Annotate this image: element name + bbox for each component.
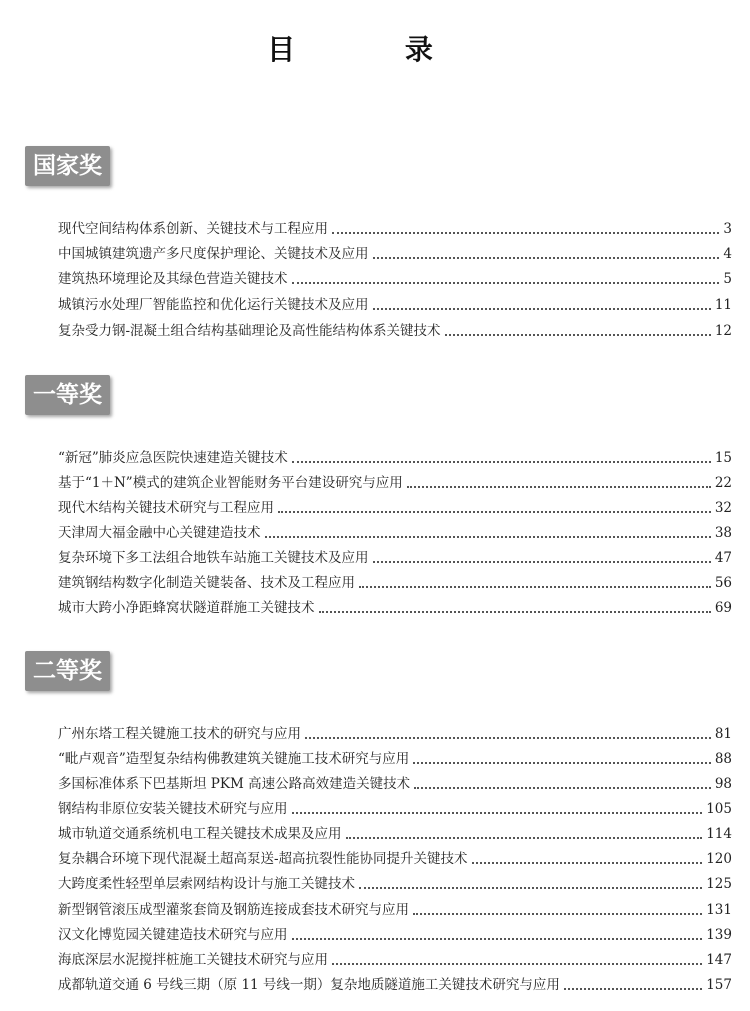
toc-entry-title: 城镇污水处理厂智能监控和优化运行关键技术及应用 [58,297,369,313]
toc-entry-title: 现代木结构关键技术研究与工程应用 [58,500,274,516]
toc-entry-page: 131 [706,902,732,918]
leader-dots [278,511,711,513]
toc-entry-title: 基于“1＋N”模式的建筑企业智能财务平台建设研究与应用 [58,475,403,491]
toc-entry-title: “毗卢观音”造型复杂结构佛教建筑关键施工技术研究与应用 [58,751,410,767]
toc-entry-title: 现代空间结构体系创新、关键技术与工程应用 [58,221,328,237]
toc-entry-page: 3 [723,221,732,237]
toc-entry[interactable] [58,268,732,290]
leader-dots [346,837,703,839]
toc-entry-title: 城市轨道交通系统机电工程关键技术成果及应用 [58,826,342,842]
toc-entry[interactable] [58,597,732,619]
toc-entry[interactable] [58,472,732,494]
toc-entry-page: 32 [714,500,732,516]
leader-dots [319,611,711,613]
toc-entry-page: 69 [714,600,732,616]
toc-entry-page: 120 [706,851,732,867]
leader-dots [373,308,711,310]
toc-entry-title: 海底深层水泥搅拌桩施工关键技术研究与应用 [58,952,328,968]
toc-entry[interactable] [58,924,732,946]
leader-dots [407,486,711,488]
leader-dots [445,334,711,336]
toc-entry-page: 38 [714,525,732,541]
section-badge-national-award: 国家奖 [25,146,110,186]
toc-entry-page: 114 [706,826,732,842]
toc-entry-title: 钢结构非原位安装关键技术研究与应用 [58,801,288,817]
toc-entry-page: 12 [714,323,732,339]
leader-dots [413,762,711,764]
section-badge-first-prize: 一等奖 [25,375,110,415]
toc-entry-title: 中国城镇建筑遗产多尺度保护理论、关键技术及应用 [58,246,369,262]
toc-entry[interactable] [58,899,732,921]
toc-entry[interactable] [58,447,732,469]
leader-dots [305,737,711,739]
leader-dots [373,257,720,259]
toc-entry-page: 4 [723,246,732,262]
toc-entry-title: 复杂受力钢-混凝土组合结构基础理论及高性能结构体系关键技术 [58,323,441,339]
toc-entry-title: 广州东塔工程关键施工技术的研究与应用 [58,726,301,742]
toc-entry[interactable] [58,243,732,265]
toc-entry-title: 新型钢管滚压成型灌浆套筒及钢筋连接成套技术研究与应用 [58,902,409,918]
toc-entry[interactable] [58,848,732,870]
toc-entry-title: 建筑热环境理论及其绿色营造关键技术 [58,271,288,287]
toc-entry-page: 147 [706,952,732,968]
toc-entry-title: “新冠”肺炎应急医院快速建造关键技术 [58,450,288,466]
leader-dots [413,913,702,915]
leader-dots [292,461,711,463]
toc-entry-page: 139 [706,927,732,943]
toc-entry[interactable] [58,823,732,845]
toc-entry[interactable] [58,773,732,795]
toc-entry[interactable] [58,798,732,820]
toc-entry-title: 大跨度柔性轻型单层索网结构设计与施工关键技术 [58,876,355,892]
toc-entry-title: 成都轨道交通 6 号线三期（原 11 号线一期）复杂地质隧道施工关键技术研究与应用 [58,977,560,993]
toc-entry[interactable] [58,218,732,240]
toc-entry[interactable] [58,294,732,316]
leader-dots [265,536,711,538]
toc-entry[interactable] [58,497,732,519]
toc-entry-page: 125 [706,876,732,892]
toc-entry-title: 城市大跨小净距蜂窝状隧道群施工关键技术 [58,600,315,616]
toc-entry-page: 47 [714,550,732,566]
toc-entry[interactable] [58,974,732,996]
toc-entry-page: 157 [706,977,732,993]
toc-entry-page: 5 [723,271,732,287]
toc-entry[interactable] [58,723,732,745]
toc-entry[interactable] [58,522,732,544]
section-badge-second-prize: 二等奖 [25,651,110,691]
toc-entry-title: 多国标准体系下巴基斯坦 PKM 高速公路高效建造关键技术 [58,776,411,792]
leader-dots [472,862,703,864]
toc-entry-page: 98 [714,776,732,792]
leader-dots [332,232,719,234]
toc-entry-title: 建筑钢结构数字化制造关键装备、技术及工程应用 [58,575,355,591]
toc-entry[interactable] [58,873,732,895]
toc-entry[interactable] [58,949,732,971]
leader-dots [414,787,711,789]
toc-entry-page: 11 [714,297,732,313]
toc-entry[interactable] [58,320,732,342]
toc-entry-title: 汉文化博览园关键建造技术研究与应用 [58,927,288,943]
leader-dots [332,963,702,965]
toc-entry[interactable] [58,547,732,569]
leader-dots [292,282,720,284]
toc-entry-page: 15 [714,450,732,466]
leader-dots [292,812,703,814]
toc-entry-page: 105 [706,801,732,817]
toc-entry-title: 天津周大福金融中心关键建造技术 [58,525,261,541]
toc-entry[interactable] [58,748,732,770]
leader-dots [292,938,703,940]
toc-entry-page: 81 [714,726,732,742]
page-title: 目 录 [267,33,483,66]
leader-dots [564,988,702,990]
toc-entry[interactable] [58,572,732,594]
leader-dots [373,561,711,563]
leader-dots [359,887,702,889]
toc-entry-page: 88 [714,751,732,767]
toc-entry-title: 复杂环境下多工法组合地铁车站施工关键技术及应用 [58,550,369,566]
leader-dots [359,586,711,588]
toc-entry-page: 22 [714,475,732,491]
toc-entry-title: 复杂耦合环境下现代混凝土超高泵送-超高抗裂性能协同提升关键技术 [58,851,468,867]
toc-entry-page: 56 [714,575,732,591]
